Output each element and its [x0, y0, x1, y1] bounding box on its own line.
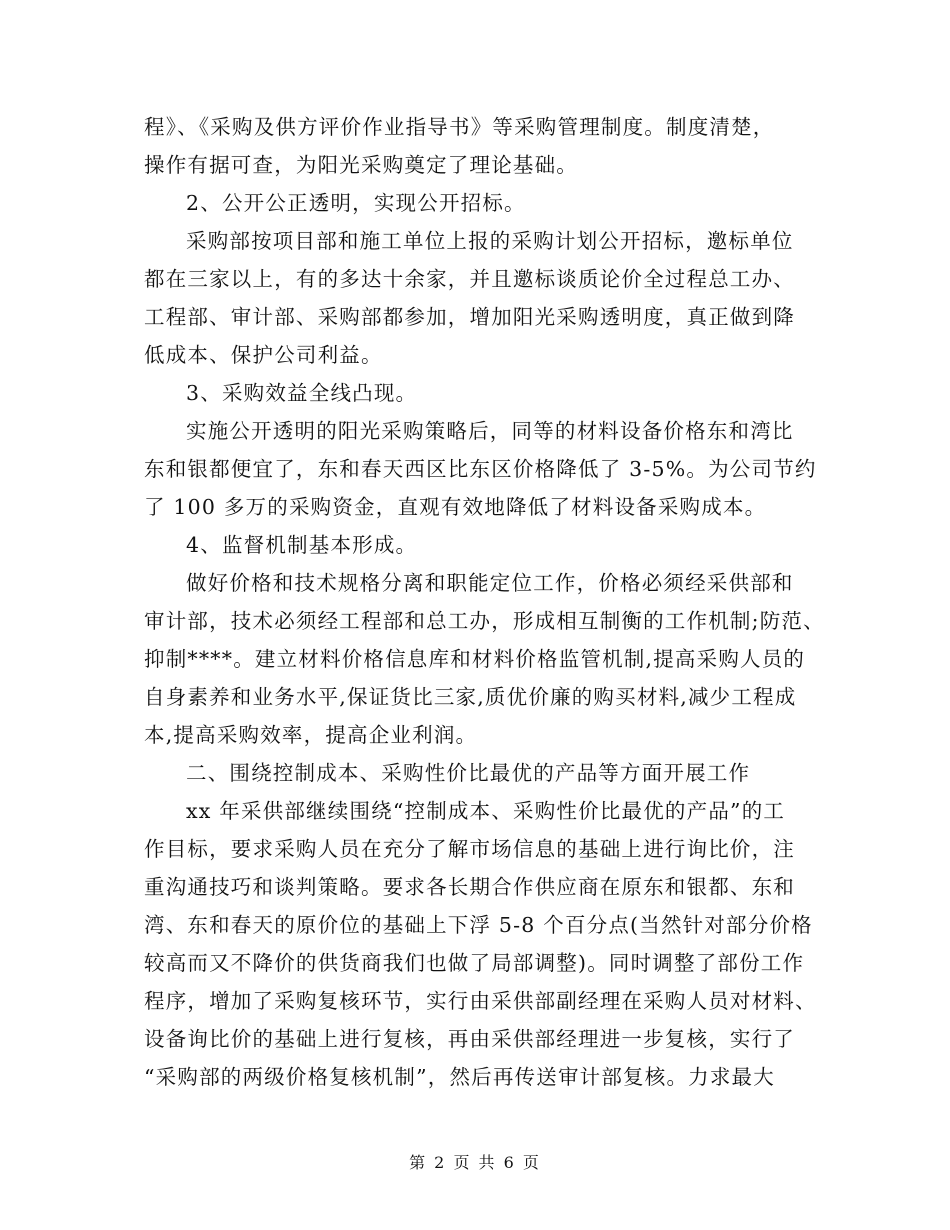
- text-line: 审计部，技术必须经工程部和总工办，形成相互制衡的工作机制;防范、: [144, 609, 825, 633]
- text-line: 采购部按项目部和施工单位上报的采购计划公开招标，邀标单位: [186, 229, 794, 253]
- section-heading: 4、监督机制基本形成。: [186, 533, 418, 557]
- text-line: 抑制****。建立材料价格信息库和材料价格监管机制,提高采购人员的: [144, 647, 806, 671]
- text-line: 操作有据可查，为阳光采购奠定了理论基础。: [144, 153, 578, 177]
- text-line: 工程部、审计部、采购部都参加，增加阳光采购透明度，真正做到降: [144, 305, 795, 329]
- text-line: 程》、《采购及供方评价作业指导书》等采购管理制度。制度清楚，: [144, 115, 775, 139]
- text-line: 低成本、保护公司利益。: [144, 343, 383, 367]
- section-heading: 二、围绕控制成本、采购性价比最优的产品等方面开展工作: [186, 761, 751, 785]
- text-line: xx 年采供部继续围绕“控制成本、采购性价比最优的产品”的工: [186, 799, 786, 823]
- page-number-footer: 第 2 页 共 6 页: [409, 1153, 541, 1172]
- text-line: 东和银都便宜了，东和春天西区比东区价格降低了 3-5%。为公司节约: [144, 457, 817, 481]
- text-line: “采购部的两级价格复核机制”，然后再传送审计部复核。力求最大: [144, 1065, 775, 1089]
- text-line: 做好价格和技术规格分离和职能定位工作，价格必须经采供部和: [186, 571, 794, 595]
- section-heading: 2、公开公正透明，实现公开招标。: [186, 191, 526, 215]
- text-line: 作目标，要求采购人员在充分了解市场信息的基础上进行询比价，注: [144, 837, 795, 861]
- text-line: 重沟通技巧和谈判策略。要求各长期合作供应商在原东和银都、东和: [144, 875, 795, 899]
- section-heading: 3、采购效益全线凸现。: [186, 381, 418, 405]
- text-line: 设备询比价的基础上进行复核，再由采供部经理进一步复核，实行了: [144, 1027, 795, 1051]
- text-line: 自身素养和业务水平,保证货比三家,质优价廉的购买材料,减少工程成: [144, 685, 797, 709]
- text-line: 较高而又不降价的供货商我们也做了局部调整)。同时调整了部份工作: [144, 951, 805, 975]
- text-line: 都在三家以上，有的多达十余家，并且邀标谈质论价全过程总工办、: [144, 267, 795, 291]
- text-line: 实施公开透明的阳光采购策略后，同等的材料设备价格东和湾比: [186, 419, 794, 443]
- text-line: 本,提高采购效率，提高企业利润。: [144, 723, 478, 747]
- text-line: 了 100 多万的采购资金，直观有效地降低了材料设备采购成本。: [144, 495, 767, 519]
- text-line: 程序，增加了采购复核环节，实行由采供部副经理在采购人员对材料、: [144, 989, 817, 1013]
- text-line: 湾、东和春天的原价位的基础上下浮 5-8 个百分点(当然针对部分价格: [144, 913, 813, 937]
